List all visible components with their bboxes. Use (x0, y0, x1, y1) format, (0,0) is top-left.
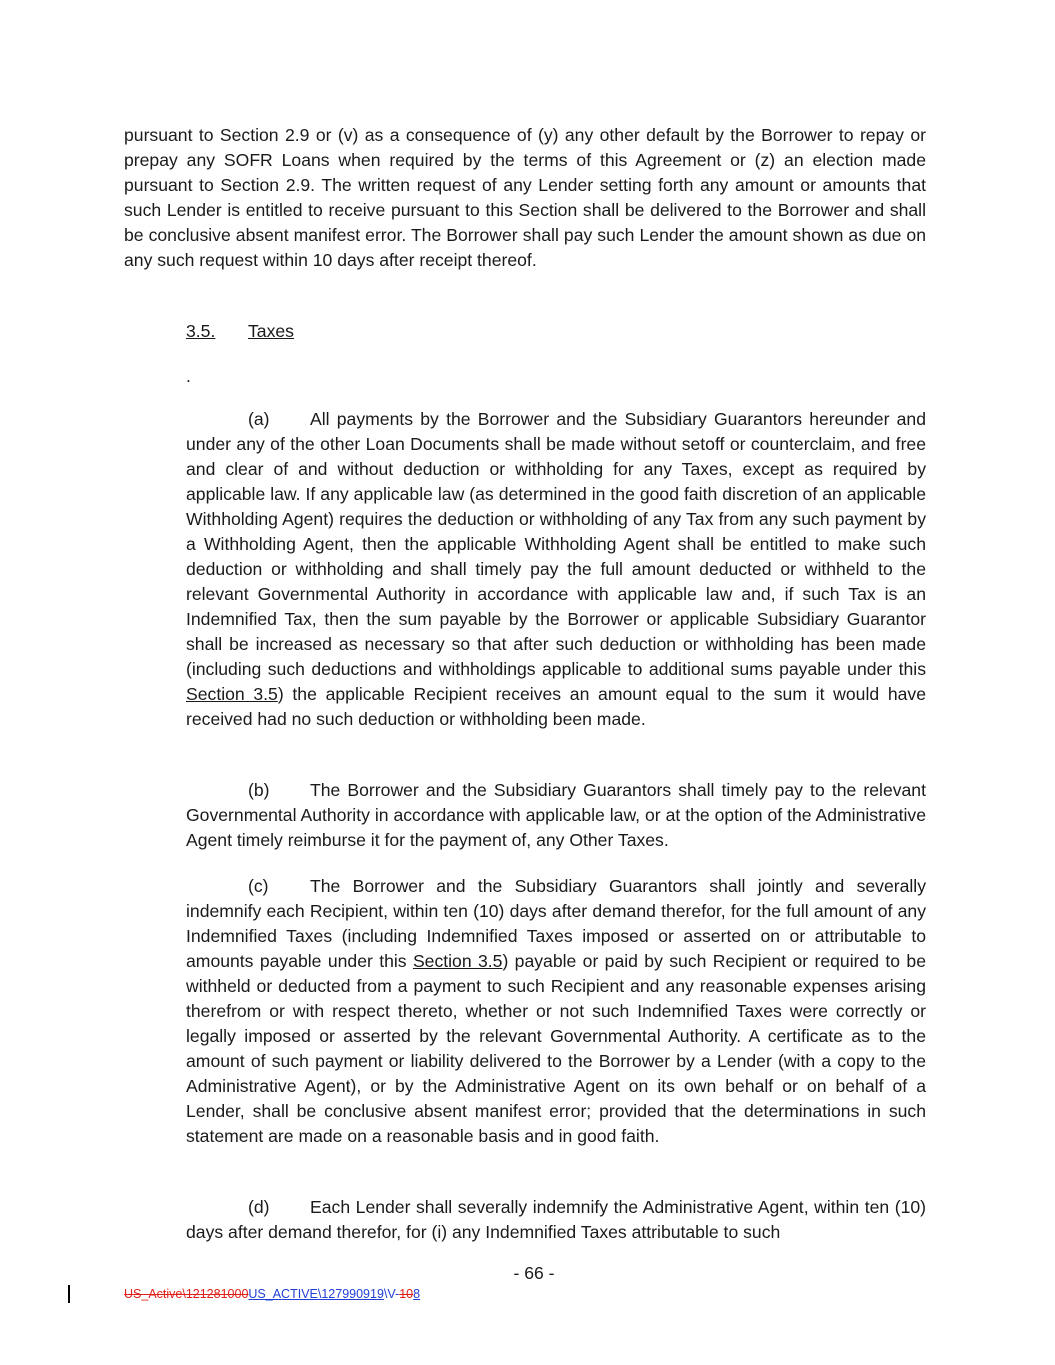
section-reference-link: Section 3.5 (412, 951, 503, 971)
paragraph-c-text-after: ) payable or paid by such Recipient or required to be withheld or deducted from a payment to such Recipient and any reasonable expenses arising therefrom or with respect thereto, whether or not such Indemnified Taxes were correctly or legally imposed or asserted by the relevant Governmental Authority. A certificate as to the amount of such payment or liability delivered to the Borrower by a Lender (with a copy to the Administrative Agent), or by the Administrative Agent on its own behalf or on behalf of a Lender, shall be conclusive absent manifest error; provided that the determinations in such statement are made on a reasonable basis and in good faith. (186, 951, 926, 1146)
paragraph-a-text-after: ) the applicable Recipient receives an amount equal to the sum it would have received had no such deduction or withholding been made. (186, 684, 927, 729)
paragraph-c (186, 874, 926, 1149)
paragraph-c-label: (c) (248, 876, 269, 896)
page-number: - 66 - (513, 1263, 555, 1283)
deleted-version: 10 (399, 1287, 414, 1301)
paragraph-a (186, 407, 926, 732)
document-id (124, 1286, 420, 1302)
change-bar (68, 1285, 70, 1303)
intro-paragraph: pursuant to Section 2.9 or (v) as a consequence of (y) any other default by the Borrower to repay or prepay any SOFR Loans when required by the terms of this Agreement or (z) an election made pursuant to Section 2.9. The written request of any Lender setting forth any amount or amounts that such Lender is entitled to receive pursuant to this Section shall be delivered to the Borrower and shall be conclusive absent manifest error. The Borrower shall pay such Lender the amount shown as due on any such request within 10 days after receipt thereof. (124, 125, 926, 270)
paragraph-b-text: The Borrower and the Subsidiary Guarantors shall timely pay to the relevant Governmental Authority in accordance with applicable law, or at the option of the Administrative Agent timely reimburse it for the payment of, any Other Taxes. (186, 780, 926, 850)
section-reference-link: Section 3.5 (186, 684, 278, 704)
deleted-document-id: US_Active\121281000 (124, 1287, 249, 1301)
paragraph-a-text-before: All payments by the Borrower and the Subsidiary Guarantors hereunder and under any of the other Loan Documents shall be made without setoff or counterclaim, and free and clear of and without deduction or withholding for any Taxes, except as required by applicable law. If any applicable law (as determined in the good faith discretion of an applicable Withholding Agent) requires the deduction or withholding of any Tax from any such payment by a Withholding Agent, then the applicable Withholding Agent shall be entitled to make such deduction or withholding and shall timely pay the full amount deducted or withheld to the relevant Governmental Authority in accordance with applicable law and, if such Tax is an Indemnified Tax, then the sum payable by the Borrower or applicable Subsidiary Guarantor shall be increased as necessary so that after such deduction or withholding has been made (including such deductions and withholdings applicable to additional sums payable under this (186, 409, 926, 679)
stray-dot: . (186, 366, 191, 386)
section-number: 3.5. (186, 321, 216, 341)
paragraph-c-text-before: The Borrower and the Subsidiary Guarantors shall jointly and severally indemnify each Recipient, within ten (10) days after demand therefor, for the full amount of any Indemnified Taxes (including Indemnified Taxes imposed or asserted on or attributable to amounts payable under this (186, 876, 926, 971)
paragraph-a-label: (a) (248, 409, 270, 429)
paragraph-d (186, 1195, 926, 1245)
section-title: Taxes (248, 321, 294, 341)
version-prefix: \V- (383, 1287, 400, 1301)
paragraph-d-label: (d) (248, 1197, 270, 1217)
paragraph-d-text: Each Lender shall severally indemnify the Administrative Agent, within ten (10) days after demand therefor, for (i) any Indemnified Taxes attributable to such (186, 1197, 926, 1242)
inserted-version: 8 (413, 1287, 421, 1301)
inserted-document-id: US_ACTIVE\127990919 (248, 1287, 384, 1301)
paragraph-b (186, 778, 926, 853)
section-heading (186, 319, 294, 344)
paragraph-b-label: (b) (248, 780, 270, 800)
